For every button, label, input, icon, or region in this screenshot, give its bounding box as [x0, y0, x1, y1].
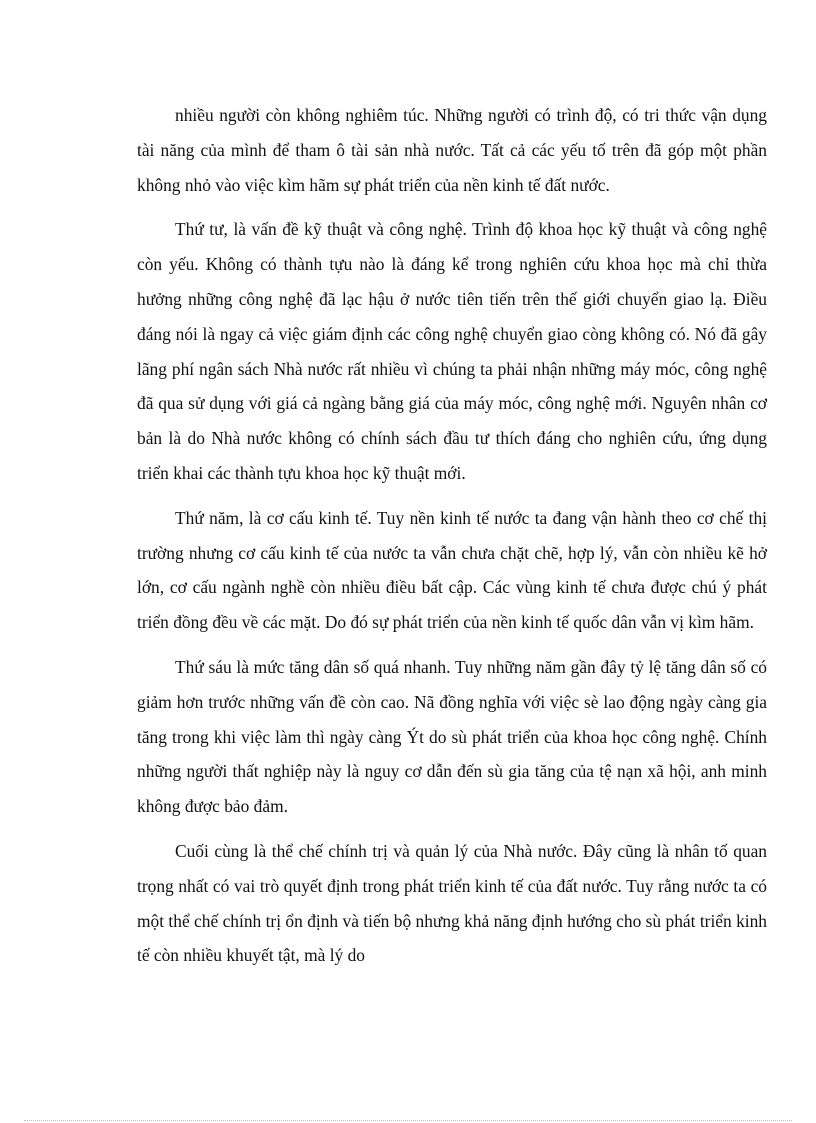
paragraph-political-institution: Cuối cùng là thể chế chính trị và quản lý của Nhà nước. Đây cũng là nhân tố quan trọng nhất có vai trò quyết định trong phát triển kinh tế của đất nước. Tuy rằng nước ta có một thể chế chính trị ổn định và tiến bộ nhưng khả năng định hướng cho sù phát triển kinh tế còn nhiều khuyết tật, mà lý do — [137, 840, 767, 966]
paragraph-economic-structure: Thứ năm, là cơ cấu kinh tế. Tuy nền kinh tế nước ta đang vận hành theo cơ chế thị trường nhưng cơ cấu kinh tế của nước ta vẫn chưa chặt chẽ, hợp lý, vẫn còn nhiều kẽ hở lớn, cơ cấu ngành nghề còn nhiều điều bất cập. Các vùng kinh tế chưa được chú ý phát triển đồng đều về các mặt. Do đó sự phát triển của nền kinh tế quốc dân vẫn vị kìm hãm. — [137, 507, 767, 633]
paragraph-continuation: nhiều người còn không nghiêm túc. Những người có trình độ, có tri thức vận dụng tài năng của mình để tham ô tài sản nhà nước. Tất cả các yếu tố trên đã góp một phần không nhỏ vào việc kìm hãm sự phát triển của nền kinh tế đất nước. — [137, 105, 767, 195]
document-body — [137, 98, 767, 983]
page-bottom-divider — [24, 1120, 792, 1121]
paragraph-technology: Thứ tư, là vấn đề kỹ thuật và công nghệ. Trình độ khoa học kỹ thuật và công nghệ còn yếu. Không có thành tựu nào là đáng kể trong nghiên cứu khoa học mà chỉ thừa hưởng những công nghệ đã lạc hậu ở nước tiên tiến trên thế giới chuyển giao lạ. Điều đáng nói là ngay cả việc giám định các công nghệ chuyển giao còng không có. Nó đã gây lãng phí ngân sách Nhà nước rất nhiều vì chúng ta phải nhận những máy móc, công nghệ đã qua sử dụng với giá cả ngàng bằng giá của máy móc, công nghệ mới. Nguyên nhân cơ bản là do Nhà nước không có chính sách đầu tư thích đáng cho nghiên cứu, ứng dụng triển khai các thành tựu khoa học kỹ thuật mới. — [137, 219, 767, 483]
paragraph-population-growth: Thứ sáu là mức tăng dân số quá nhanh. Tuy những năm gần đây tỷ lệ tăng dân số có giảm hơn trước những vấn đề còn cao. Nã đồng nghĩa với việc sè lao động ngày càng gia tăng trong khi việc làm thì ngày càng Ýt do sù phát triển của khoa học công nghệ. Chính những người thất nghiệp này là nguy cơ dẫn đến sù gia tăng của tệ nạn xã hội, anh minh không được bảo đảm. — [137, 656, 767, 817]
